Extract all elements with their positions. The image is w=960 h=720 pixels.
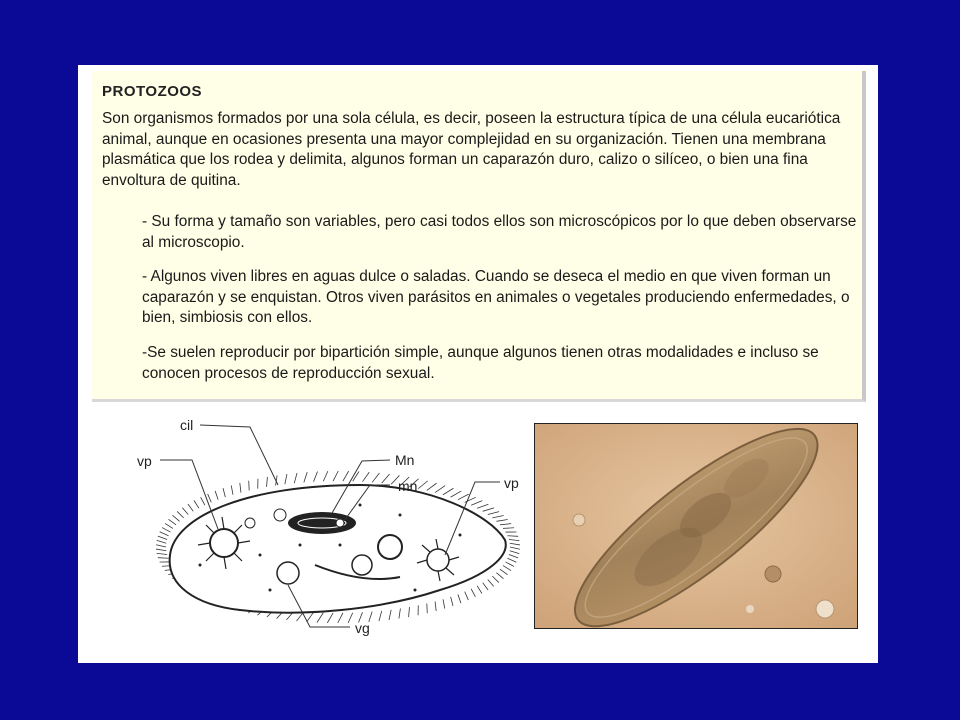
intro-paragraph: Son organismos formados por una sola célula, es decir, poseen la estructura típica de una célula eucariótica animal, aunque en ocasiones presenta una mayor complejidad en su organización. Tienen una membrana plasmática que los rodea y delimita, algunos forman un caparazón duro, calizo o silíceo, o bien una fina envoltura de quitina. (102, 110, 841, 189)
label-mn: mn (398, 478, 418, 494)
paramecium-diagram (100, 405, 520, 660)
panel-title: PROTOZOOS (102, 83, 203, 100)
label-vp-left: vp (137, 453, 152, 469)
micronucleus (336, 519, 344, 527)
label-vp-right: vp (504, 475, 519, 491)
bullet-reproduction: -Se suelen reproducir por bipartición simple, aunque algunos tienen otras modalidades e incluso se conocen procesos de reproducción sexual. (142, 344, 819, 382)
text-panel (92, 71, 866, 402)
label-cil: cil (180, 417, 194, 433)
bullet-habitat: - Algunos viven libres en aguas dulce o saladas. Cuando se deseca el medio en que viven forman un caparazón y se enquistan. Otros viven parásitos en animales o vegetales produciendo enfermedades, o bien, simbiosis con ellos. (142, 268, 850, 326)
paramecium-micrograph (534, 423, 858, 629)
label-Mn: Mn (395, 452, 415, 468)
contractile-vacuole-left (210, 529, 238, 557)
food-vacuole (277, 562, 299, 584)
slide (78, 65, 878, 663)
bullet-size: - Su forma y tamaño son variables, pero casi todos ellos son microscópicos por lo que deben observarse al microscopio. (142, 213, 857, 251)
label-vg: vg (355, 620, 370, 636)
